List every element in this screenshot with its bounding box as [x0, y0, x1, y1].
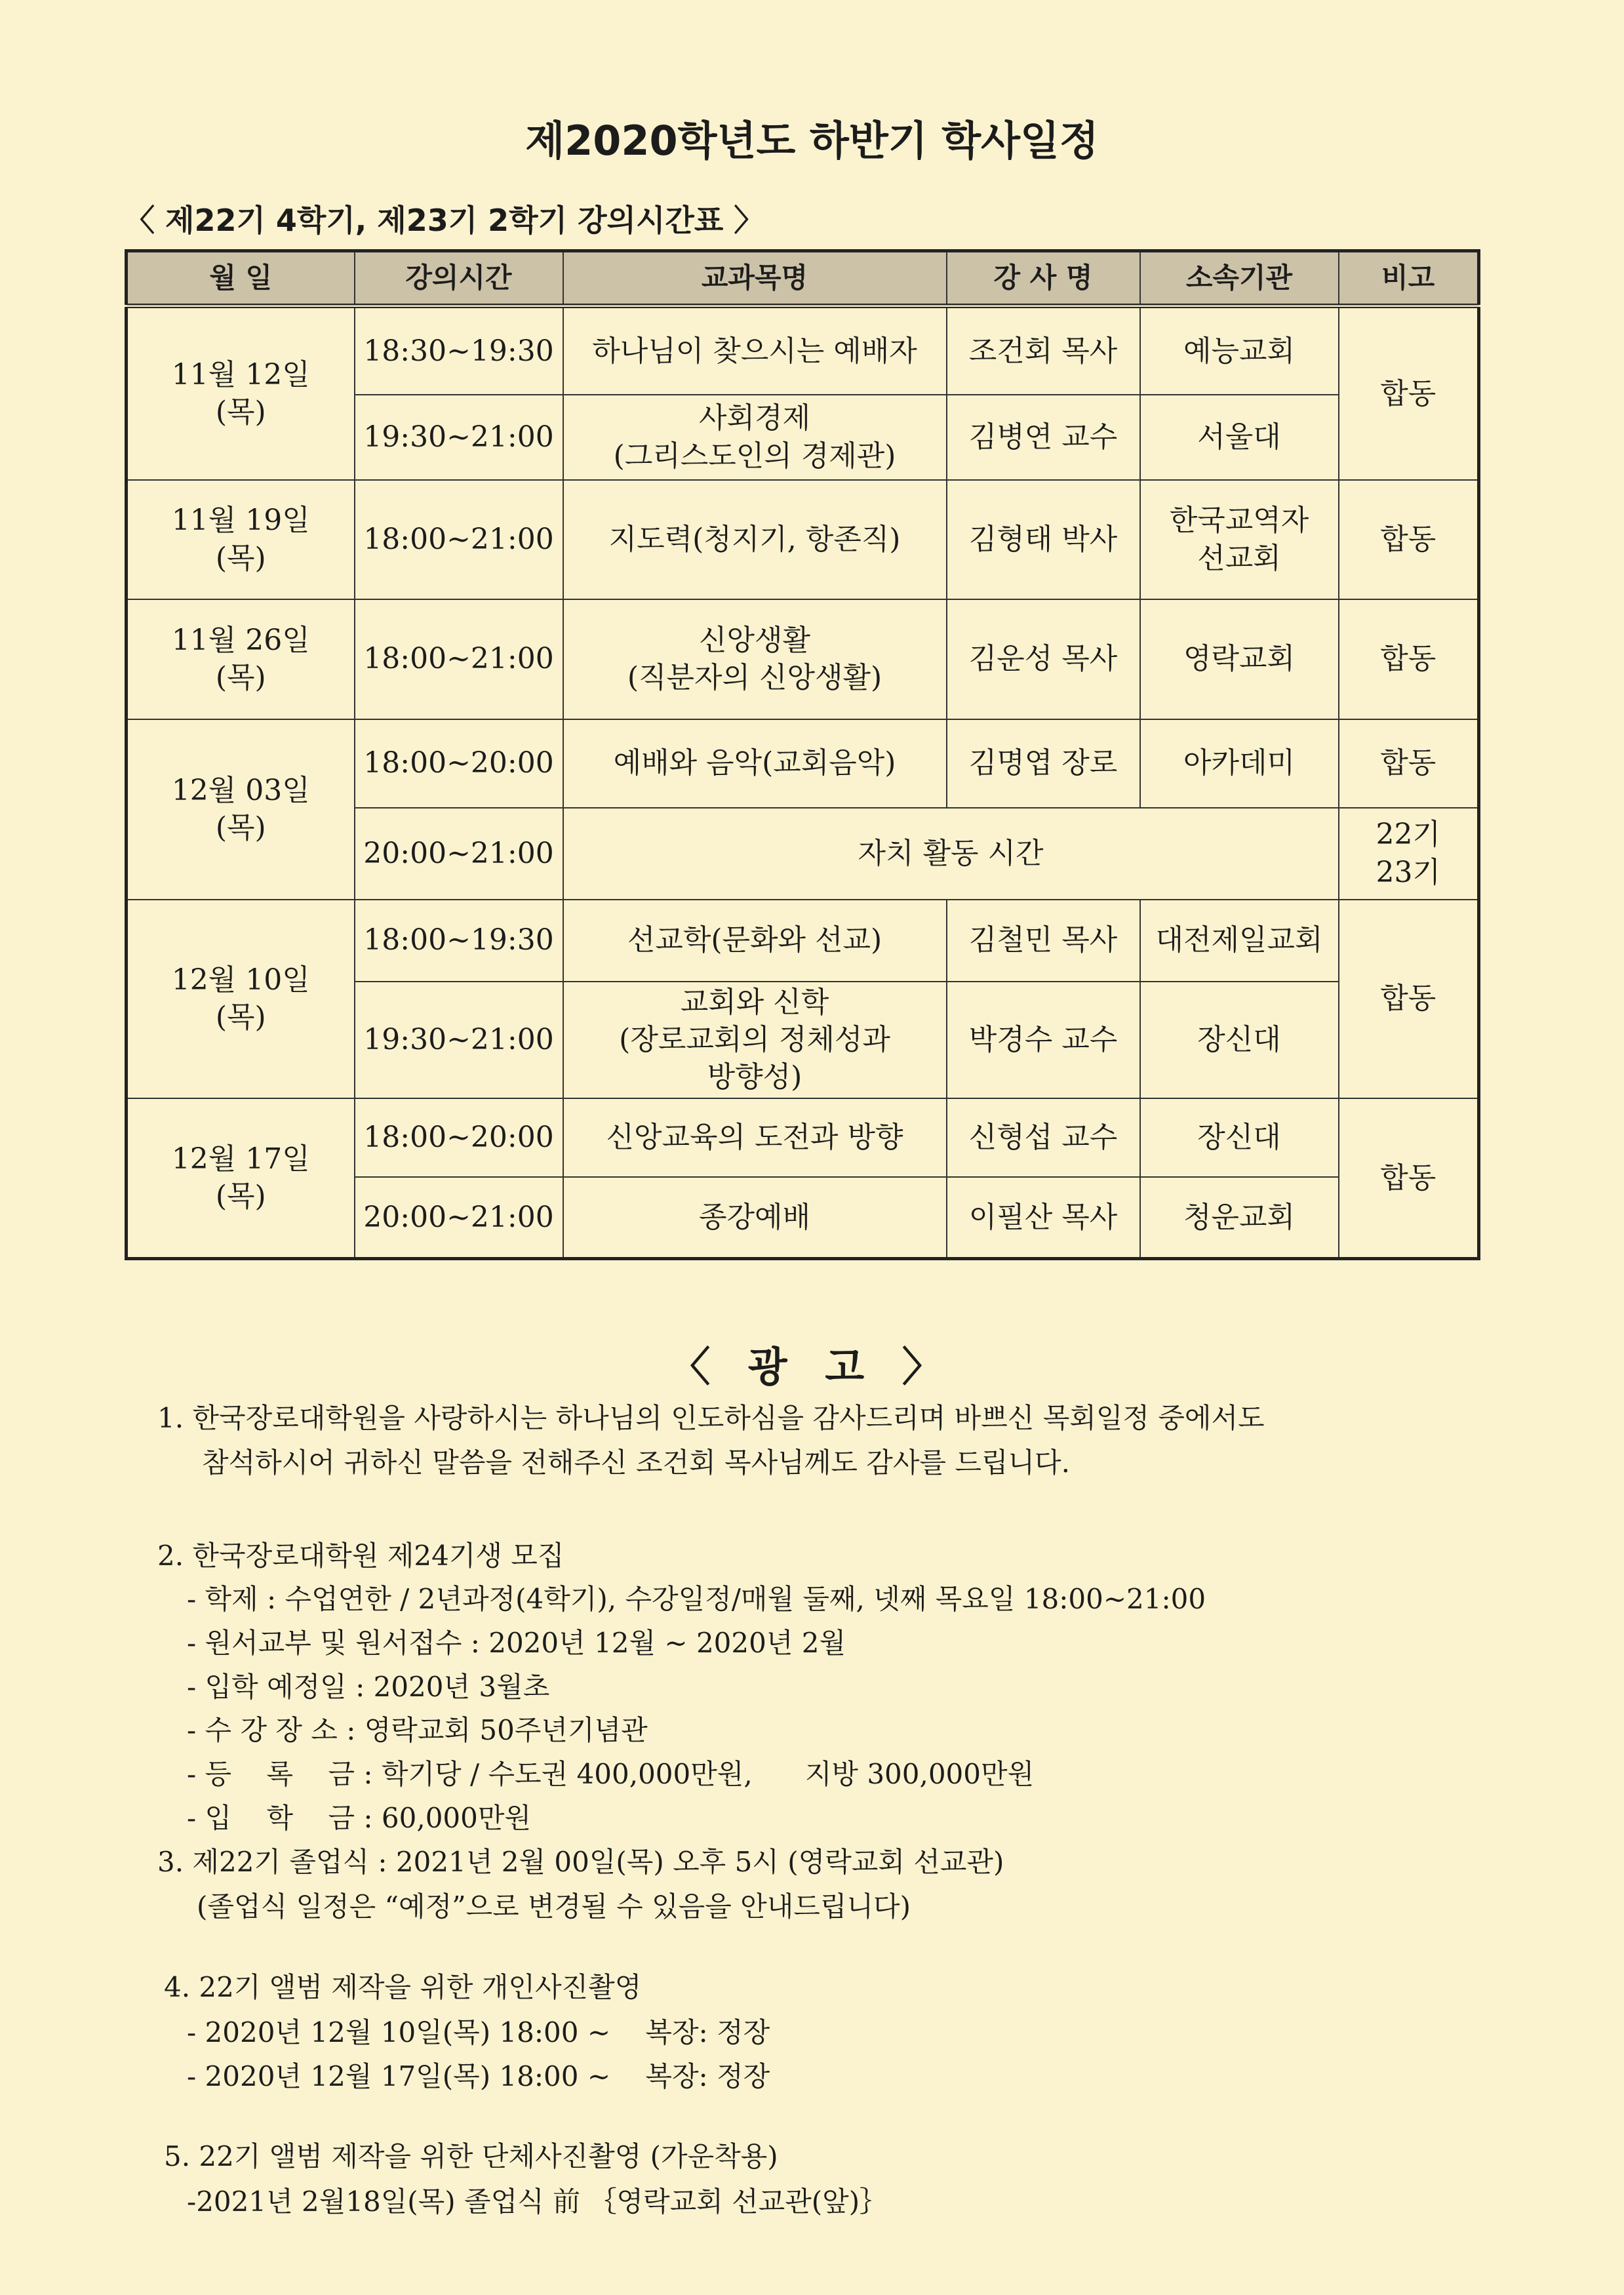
note-cell: 합동 — [1339, 900, 1479, 1098]
header-date: 월 일 — [127, 251, 355, 306]
subject-cell — [563, 808, 1339, 900]
date-cell — [127, 900, 355, 1098]
subject-text: 신앙생활 — [698, 623, 810, 657]
subject-text: 교회와 신학 — [680, 985, 829, 1019]
lecturer-cell: 김철민 목사 — [947, 900, 1140, 982]
date-text: 11월 12일 — [171, 358, 310, 392]
note-cell: 합동 — [1339, 480, 1479, 599]
subject-text: 선교학(문화와 선교) — [627, 923, 882, 957]
organization-cell — [1140, 900, 1339, 982]
header-note: 비고 — [1339, 251, 1479, 306]
table-row — [127, 900, 1479, 982]
date-text: 11월 19일 — [171, 504, 310, 538]
organization-cell — [1140, 395, 1339, 480]
note-cell — [1339, 808, 1479, 900]
subject-cell — [563, 1098, 947, 1177]
organization-cell — [1140, 982, 1339, 1098]
weekday-text: (목) — [215, 541, 266, 575]
subject-cell — [563, 982, 947, 1098]
note-text: 23기 — [1376, 855, 1440, 889]
ad-line: (졸업식 일정은 “예정”으로 변경될 수 있음을 안내드립니다) — [197, 1890, 911, 1923]
ad-line: - 2020년 12월 17일(목) 18:00 ~ 복장: 정장 — [187, 2060, 770, 2092]
time-cell: 18:00~21:00 — [355, 599, 563, 719]
organization-text: 청운교회 — [1183, 1200, 1295, 1234]
organization-text: 영락교회 — [1183, 642, 1295, 676]
date-cell — [127, 719, 355, 900]
lecturer-cell: 신형섭 교수 — [947, 1098, 1140, 1177]
organization-text: 장신대 — [1197, 1022, 1281, 1056]
ad-line: - 2020년 12월 10일(목) 18:00 ~ 복장: 정장 — [187, 2016, 770, 2048]
weekday-text: (목) — [215, 395, 266, 429]
organization-text: 대전제일교회 — [1155, 923, 1323, 957]
organization-cell — [1140, 1098, 1339, 1177]
time-cell: 18:00~20:00 — [355, 1098, 563, 1177]
header-lecturer: 강 사 명 — [947, 251, 1140, 306]
date-text: 12월 10일 — [171, 963, 310, 997]
time-cell: 18:00~19:30 — [355, 900, 563, 982]
ads-heading: 〈 광 고 〉 — [669, 1343, 955, 1391]
ad-line: 2. 한국장로대학원 제24기생 모집 — [157, 1540, 564, 1572]
time-cell: 19:30~21:00 — [355, 982, 563, 1098]
schedule-subtitle: 〈 제22기 4학기, 제23기 2학기 강의시간표 〉 — [125, 203, 764, 238]
ad-line: 1. 한국장로대학원을 사랑하시는 하나님의 인도하심을 감사드리며 바쁘신 목회일정 중에서도 — [157, 1402, 1265, 1434]
date-text: 12월 03일 — [171, 773, 310, 807]
lecturer-cell: 김명엽 장로 — [947, 719, 1140, 808]
header-subject: 교과목명 — [563, 251, 947, 306]
date-text: 12월 17일 — [171, 1142, 310, 1176]
note-text: 22기 — [1376, 818, 1440, 852]
subject-text: 지도력(청지기, 항존직) — [608, 522, 901, 556]
lecturer-cell: 김형태 박사 — [947, 480, 1140, 599]
subject-cell — [563, 719, 947, 808]
time-cell: 19:30~21:00 — [355, 395, 563, 480]
table-row — [127, 719, 1479, 808]
note-cell: 합동 — [1339, 719, 1479, 808]
lecturer-cell: 박경수 교수 — [947, 982, 1140, 1098]
ad-line: 4. 22기 앨범 제작을 위한 개인사진촬영 — [164, 1971, 642, 2003]
subject-text: 종강예배 — [698, 1200, 810, 1234]
ad-line: - 원서교부 및 원서접수 : 2020년 12월 ~ 2020년 2월 — [187, 1627, 846, 1659]
organization-cell — [1140, 480, 1339, 599]
date-cell — [127, 599, 355, 719]
header-organization: 소속기관 — [1140, 251, 1339, 306]
note-cell: 합동 — [1339, 1098, 1479, 1259]
organization-text: 한국교역자 — [1169, 504, 1309, 538]
subject-text: (그리스도인의 경제관) — [613, 439, 896, 473]
organization-text: 서울대 — [1197, 420, 1281, 454]
subject-cell — [563, 306, 947, 395]
date-cell — [127, 1098, 355, 1259]
ad-line: 3. 제22기 졸업식 : 2021년 2월 00일(목) 오후 5시 (영락교회 선교관) — [157, 1846, 1004, 1878]
subject-text: (직분자의 신앙생활) — [627, 661, 882, 694]
ad-line: - 수 강 장 소 : 영락교회 50주년기념관 — [187, 1714, 648, 1746]
table-row — [127, 599, 1479, 719]
ad-line: - 등 록 금 : 학기당 / 수도권 400,000만원, 지방 300,000만원 — [187, 1758, 1035, 1790]
lecturer-cell: 김병연 교수 — [947, 395, 1140, 480]
table-row — [127, 480, 1479, 599]
lecturer-cell: 이필산 목사 — [947, 1177, 1140, 1259]
subject-cell — [563, 599, 947, 719]
organization-text: 장신대 — [1197, 1120, 1281, 1154]
table-header-row — [127, 251, 1479, 306]
subject-text: 신앙교육의 도전과 방향 — [606, 1120, 903, 1154]
weekday-text: (목) — [215, 811, 266, 845]
organization-cell — [1140, 306, 1339, 395]
organization-text: 아카데미 — [1183, 746, 1295, 780]
date-cell — [127, 480, 355, 599]
organization-cell — [1140, 599, 1339, 719]
subject-text: 하나님이 찾으시는 예배자 — [592, 334, 917, 368]
ad-line: - 입학 예정일 : 2020년 3월초 — [187, 1671, 550, 1703]
ad-line: 참석하시어 귀하신 말씀을 전해주신 조건회 목사님께도 감사를 드립니다. — [202, 1447, 1070, 1479]
ad-line: - 입 학 금 : 60,000만원 — [187, 1802, 532, 1834]
subject-text: 예배와 음악(교회음악) — [613, 746, 896, 780]
note-cell: 합동 — [1339, 599, 1479, 719]
lecturer-cell: 조건회 목사 — [947, 306, 1140, 395]
subject-text: (장로교회의 정체성과 — [619, 1022, 890, 1056]
organization-text: 예능교회 — [1183, 334, 1295, 368]
organization-cell — [1140, 1177, 1339, 1259]
schedule-table — [125, 249, 1480, 1260]
note-cell: 합동 — [1339, 306, 1479, 480]
header-time: 강의시간 — [355, 251, 563, 306]
subject-text: 자치 활동 시간 — [858, 836, 1044, 870]
subject-cell — [563, 480, 947, 599]
date-text: 11월 26일 — [171, 623, 310, 657]
subject-cell — [563, 900, 947, 982]
weekday-text: (목) — [215, 1180, 266, 1214]
organization-text: 선교회 — [1197, 541, 1281, 575]
subject-cell — [563, 1177, 947, 1259]
subject-text: 방향성) — [707, 1060, 802, 1094]
time-cell: 20:00~21:00 — [355, 1177, 563, 1259]
ad-line: -2021년 2월18일(목) 졸업식 前 ｛영락교회 선교관(앞)｝ — [187, 2185, 888, 2218]
table-row — [127, 1098, 1479, 1177]
lecturer-cell: 김운성 목사 — [947, 599, 1140, 719]
ad-line: 5. 22기 앨범 제작을 위한 단체사진촬영 (가운착용) — [164, 2140, 778, 2172]
subject-text: 사회경제 — [698, 401, 810, 435]
time-cell: 20:00~21:00 — [355, 808, 563, 900]
subject-cell — [563, 395, 947, 480]
organization-cell — [1140, 719, 1339, 808]
time-cell: 18:00~21:00 — [355, 480, 563, 599]
time-cell: 18:30~19:30 — [355, 306, 563, 395]
time-cell: 18:00~20:00 — [355, 719, 563, 808]
date-cell — [127, 306, 355, 480]
weekday-text: (목) — [215, 661, 266, 694]
table-row — [127, 306, 1479, 395]
weekday-text: (목) — [215, 1001, 266, 1034]
ad-line: - 학제 : 수업연한 / 2년과정(4학기), 수강일정/매월 둘째, 넷째 목요일 18:00~21:00 — [187, 1583, 1206, 1615]
page-title: 제2020학년도 하반기 학사일정 — [525, 117, 1099, 165]
